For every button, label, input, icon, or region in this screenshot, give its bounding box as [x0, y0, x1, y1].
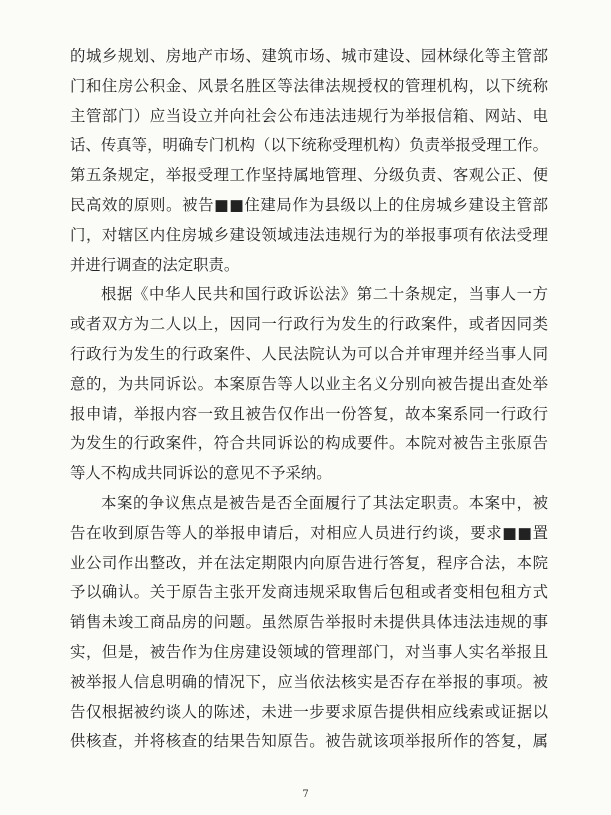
text-line: 或者双方为二人以上，因同一行政行为发生的行政案件，或者因同类: [70, 315, 548, 334]
text-line: 行政行为发生的行政案件、人民法院认为可以合并审理并经当事人同: [70, 344, 548, 363]
text-line: 意的，为共同诉讼。本案原告等人以业主名义分别向被告提出查处举: [70, 374, 548, 393]
text-line: 主管部门）应当设立并向社会公布违法违规行为举报信箱、网站、电: [70, 106, 548, 125]
text-line: 为发生的行政案件，符合共同诉讼的构成要件。本院对被告主张原告: [70, 434, 548, 453]
paragraph-first-line: 根据《中华人民共和国行政诉讼法》第二十条规定，当事人一方: [101, 285, 548, 304]
text-line: 民高效的原则。被告■■住建局作为县级以上的住房城乡建设主管部: [70, 195, 548, 214]
text-line: 的城乡规划、房地产市场、建筑市场、城市建设、园林绿化等主管部: [70, 47, 548, 65]
text-line: 话、传真等，明确专门机构（以下统称受理机构）负责举报受理工作。: [70, 136, 548, 155]
text-line: 供核查，并将核查的结果告知原告。被告就该项举报所作的答复，属: [70, 732, 548, 751]
paragraph-first-line: 本案的争议焦点是被告是否全面履行了其法定职责。本案中，被: [101, 493, 548, 512]
text-line: 业公司作出整改，并在法定期限内向原告进行答复，程序合法，本院: [70, 553, 548, 572]
text-line: 被举报人信息明确的情况下，应当依法核实是否存在举报的事项。被: [70, 672, 548, 691]
text-line: 销售未竣工商品房的问题。虽然原告举报时未提供具体违法违规的事: [70, 613, 548, 632]
text-line: 门，对辖区内住房城乡建设领域违法违规行为的举报事项有依法受理: [70, 225, 548, 244]
text-line: 予以确认。关于原告主张开发商违规采取售后包租或者变相包租方式: [70, 583, 548, 602]
body-text: [70, 42, 548, 757]
page-number: 7: [302, 789, 309, 800]
text-line: 告仅根据被约谈人的陈述，未进一步要求原告提供相应线索或证据以: [70, 702, 548, 721]
text-line: 告在收到原告等人的举报申请后，对相应人员进行约谈，要求■■置: [70, 523, 548, 542]
text-line: 第五条规定，举报受理工作坚持属地管理、分级负责、客观公正、便: [70, 166, 548, 185]
text-line: 并进行调查的法定职责。: [70, 255, 240, 274]
text-line: 报申请，举报内容一致且被告仅作出一份答复，故本案系同一行政行: [70, 404, 548, 423]
text-line: 门和住房公积金、风景名胜区等法律法规授权的管理机构，以下统称: [70, 76, 548, 95]
text-line: 等人不构成共同诉讼的意见不予采纳。: [70, 464, 332, 483]
text-line: 实，但是，被告作为住房建设领域的管理部门，对当事人实名举报且: [70, 642, 548, 661]
